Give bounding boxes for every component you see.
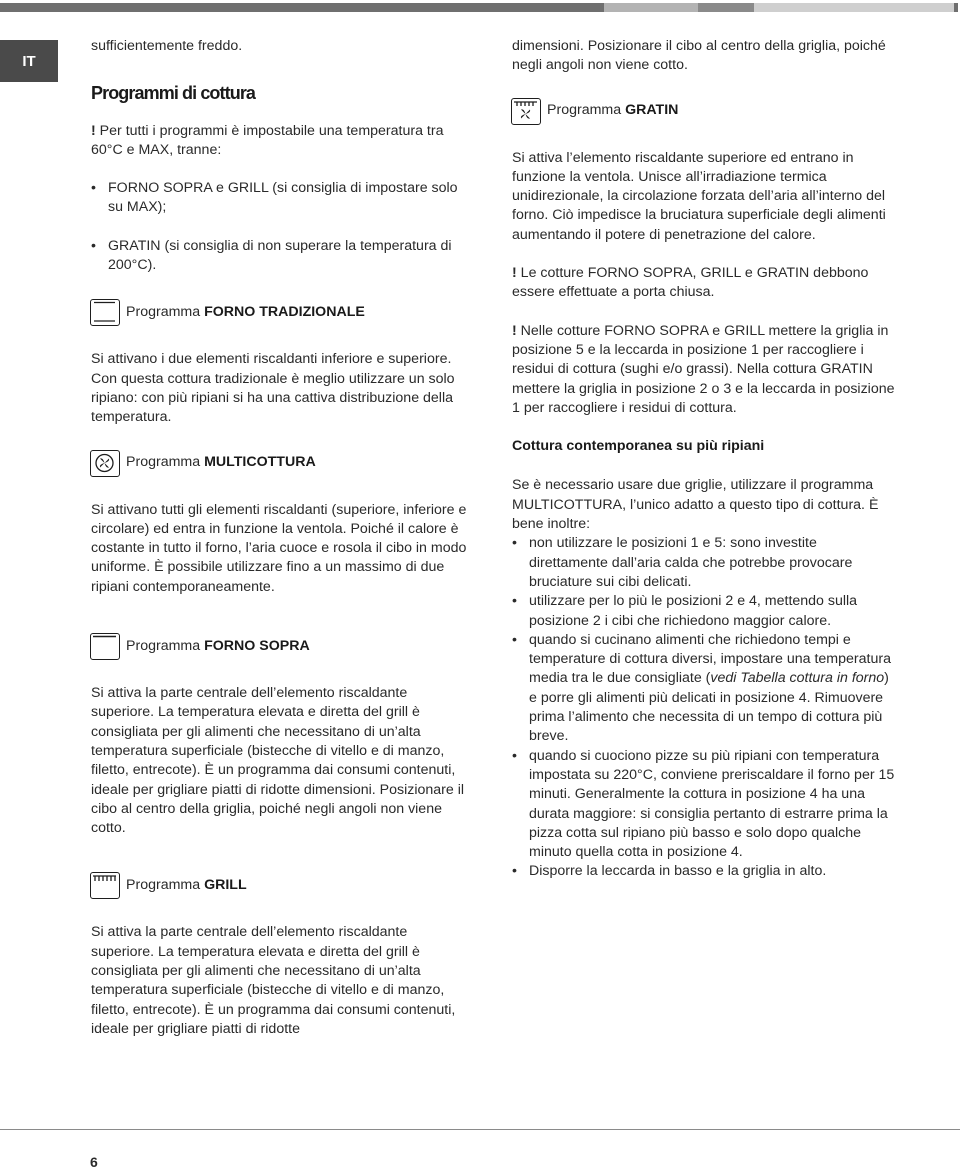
program-grill [90, 872, 471, 899]
right-column [512, 37, 897, 882]
note-text: Per tutti i programmi è impostabile una temperatura tra 60°C e MAX, tranne: [91, 122, 444, 158]
paragraph: Se è necessario usare due griglie, utilizzare il programma MULTICOTTURA, l’unico adatto a questo tipo di cottura. È bene inoltre: [512, 477, 879, 533]
gratin-icon [511, 98, 541, 125]
program-name: MULTICOTTURA [204, 454, 316, 471]
list-item: • utilizzare per lo più le posizioni 2 e 4, mettendo sulla posizione 2 i cibi che richiedono maggior calore. [512, 592, 897, 631]
list-item: • GRATIN (si consiglia di non superare la temperatura di 200°C). [91, 237, 471, 276]
header-bar-segment [754, 3, 954, 12]
program-gratin [511, 98, 897, 125]
list-item: • Disporre la leccarda in basso e la griglia in alto. [512, 862, 897, 881]
program-title [126, 453, 316, 472]
top-heat-icon [90, 633, 120, 660]
program-name: GRATIN [625, 102, 679, 119]
header-color-bar [0, 3, 960, 12]
oven-conventional-icon [90, 299, 120, 326]
list-item: • FORNO SOPRA e GRILL (si consiglia di impostare solo su MAX); [91, 179, 471, 218]
section-heading: Programmi di cottura [91, 83, 256, 104]
program-name: FORNO TRADIZIONALE [204, 304, 365, 321]
program-description: Si attivano tutti gli elementi riscaldanti (superiore, inferiore e circolare) ed entra in funzione la ventola. Poiché il calore è costante in tutto il forno, l’aria cuoce e rosola il cibo in modo uniforme. È possibile utilizzare fino a un massimo di due ripiani contemporaneamente. [91, 501, 467, 595]
language-tab: IT [0, 40, 58, 82]
header-bar-segment [954, 3, 958, 12]
note-paragraph [512, 264, 897, 303]
note-text: Nelle cotture FORNO SOPRA e GRILL mettere la griglia in posizione 5 e la leccarda in posizione 1 per raccogliere i residui di cottura (sughi e/o grassi). Nella cottura GRATIN mettere la griglia in posizione 2 o 3 e la leccarda in posizione 1 per raccogliere i residui di cottura. [512, 322, 895, 416]
paragraph: sufficientemente freddo. [91, 38, 243, 54]
program-label: Programma [126, 637, 205, 654]
warning-mark: ! [512, 322, 517, 339]
left-column [91, 37, 471, 1039]
table-reference: vedi Tabella cottura in forno [710, 670, 885, 687]
program-title [547, 101, 678, 120]
grill-icon [90, 872, 120, 899]
list-item-text: quando si cucinano alimenti che richiedono tempi e temperature di cottura diversi, impostare una temperatura media tra le due consigliate ( [529, 631, 891, 687]
program-name: FORNO SOPRA [204, 637, 310, 654]
bullet-list [512, 534, 897, 881]
note-text: Le cotture FORNO SOPRA, GRILL e GRATIN debbono essere effettuate a porta chiusa. [512, 265, 869, 301]
header-bar-segment [0, 3, 604, 12]
program-description: Si attiva la parte centrale dell’elemento riscaldante superiore. La temperatura elevata e diretta del grill è consigliata per gli alimenti che necessitano di un’alta temperatura superficiale (bistecche di vitello e di manzo, filetto, entrecote). È un programma dai consumi contenuti, ideale per grigliare piatti di ridotte [91, 924, 456, 1037]
header-bar-segment [698, 3, 754, 12]
program-title [126, 876, 247, 895]
program-description: Si attiva l’elemento riscaldante superiore ed entrano in funzione la ventola. Unisce all’irradiazione termica unidirezionale, la circolazione forzata dell’aria all’interno del forno. Ciò impedisce la bruciatura superficiale degli alimenti aumentando il potere di penetrazione del calore. [512, 149, 886, 243]
list-item: • non utilizzare le posizioni 1 e 5: sono investite direttamente dall’aria calda che potrebbe provocare bruciature sui cibi delicati. [512, 534, 897, 592]
list-item: • quando si cuociono pizze su più ripiani con temperatura impostata su 220°C, conviene preriscaldare il forno per 15 minuti. Generalmente la cottura in posizione 4 ha una durata maggiore: si consiglia pertanto di estrarre prima la pizza cotta sul ripiano più basso e solo dopo qualche minuto quella cotta in posizione 4. [512, 747, 897, 863]
header-bar-segment [604, 3, 698, 12]
program-description: Si attivano i due elementi riscaldanti inferiore e superiore. Con questa cottura tradizionale è meglio utilizzare un solo ripiano: con più ripiani si ha una cattiva distribuzione della temperatura. [91, 351, 455, 426]
program-description: Si attiva la parte centrale dell’elemento riscaldante superiore. La temperatura elevata e diretta del grill è consigliata per gli alimenti che necessitano di un’alta temperatura superficiale (bistecche di vitello e di manzo, filetto, entrecote). È un programma dai consumi contenuti, ideale per grigliare piatti di ridotte dimensioni. Posizionare il cibo al centro della griglia, poiché negli angoli non viene cotto. [91, 685, 465, 837]
program-forno-sopra [90, 633, 471, 660]
subsection-heading: Cottura contemporanea su più ripiani [512, 438, 765, 455]
program-title [126, 637, 310, 656]
footer-rule [0, 1129, 960, 1130]
warning-mark: ! [91, 122, 96, 139]
program-label: Programma [126, 454, 205, 471]
note-paragraph [512, 322, 897, 418]
list-item [512, 631, 897, 747]
program-name: GRILL [204, 877, 247, 894]
list-item-text: ) e porre gli alimenti più delicati in posizione 4. Rimuovere prima l’alimento che necessita di un tempo di cottura più breve. [529, 670, 889, 745]
warning-mark: ! [512, 265, 517, 282]
program-label: Programma [126, 304, 205, 321]
program-multicottura [90, 450, 471, 477]
program-label: Programma [547, 102, 626, 119]
bullet-list [91, 179, 471, 275]
note-paragraph [91, 122, 471, 161]
page-number: 6 [90, 1154, 98, 1170]
program-label: Programma [126, 877, 205, 894]
program-forno-tradizionale [90, 299, 471, 326]
fan-oven-icon [90, 450, 120, 477]
paragraph: dimensioni. Posizionare il cibo al centro della griglia, poiché negli angoli non viene cotto. [512, 38, 886, 74]
program-title [126, 303, 365, 322]
